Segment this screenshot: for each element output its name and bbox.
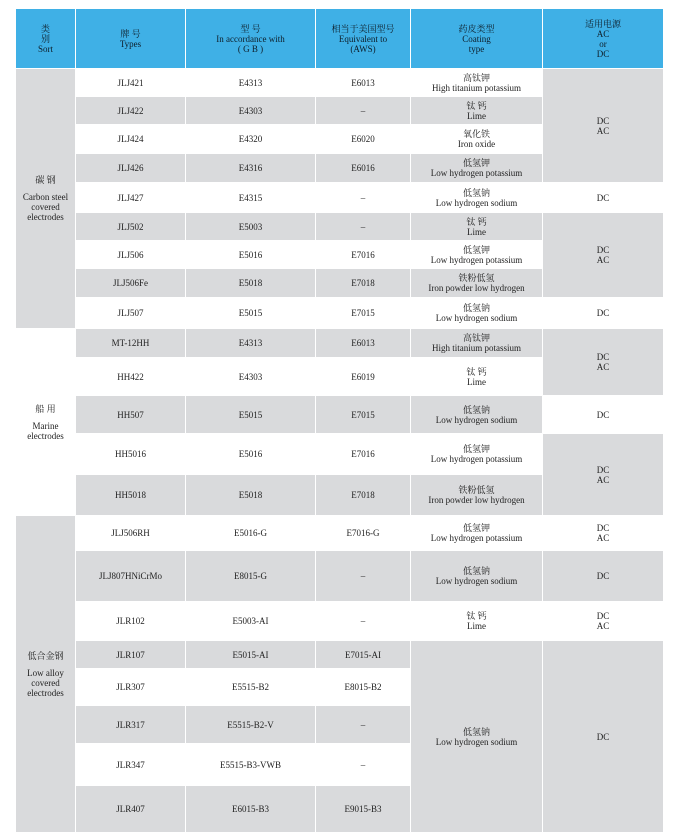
- gb-model-cell: E5515-B2-V: [186, 706, 316, 744]
- table-row: [16, 213, 664, 241]
- gb-model-cell: E4303: [186, 358, 316, 396]
- coating-en: High titanium potassium: [432, 82, 521, 93]
- coating-cn: 钛 钙: [466, 100, 487, 111]
- coating-en: Low hydrogen sodium: [435, 197, 518, 208]
- aws-model-cell: –: [316, 97, 411, 125]
- type-cell: JLR307: [76, 669, 186, 706]
- type-cell: HH507: [76, 396, 186, 434]
- table-row: [16, 298, 664, 329]
- power-cell: [543, 298, 664, 329]
- power-line: AC: [596, 474, 610, 485]
- coating-cell: [411, 269, 543, 298]
- header-power-en1: AC: [596, 28, 610, 39]
- power-cell: [543, 183, 664, 213]
- aws-model-cell: E6019: [316, 358, 411, 396]
- category-en: electrodes: [27, 687, 64, 698]
- header-sort-cn-2: 别: [40, 33, 50, 44]
- aws-model-cell: E9015-B3: [316, 786, 411, 833]
- gb-model-cell: E5003: [186, 213, 316, 241]
- coating-en: Lime: [467, 621, 486, 631]
- header-aws-cn: 相当于美国型号: [331, 23, 395, 34]
- aws-model-cell: –: [316, 183, 411, 213]
- coating-en: Low hydrogen potassium: [430, 454, 523, 464]
- coating-cn: 低氢钠: [462, 303, 490, 313]
- gb-model-cell: E8015-G: [186, 551, 316, 602]
- coating-cell: [411, 298, 543, 329]
- type-cell: JLJ506Fe: [76, 269, 186, 298]
- aws-model-cell: –: [316, 744, 411, 786]
- coating-cn: 低氢钾: [462, 244, 490, 255]
- header-sort-cn-1: 类: [40, 23, 50, 34]
- power-line: DC: [596, 571, 610, 581]
- coating-en: Low hydrogen sodium: [435, 414, 518, 425]
- header-types-en: Types: [119, 38, 142, 49]
- aws-model-cell: E6016: [316, 154, 411, 183]
- type-cell: JLJ424: [76, 125, 186, 154]
- coating-en: Iron powder low hydrogen: [428, 495, 525, 505]
- power-line: DC: [596, 245, 610, 255]
- gb-model-cell: E4313: [186, 69, 316, 97]
- aws-model-cell: –: [316, 706, 411, 744]
- header-row: [16, 9, 664, 69]
- gb-model-cell: E5015: [186, 396, 316, 434]
- aws-model-cell: –: [316, 602, 411, 641]
- coating-en: Low hydrogen sodium: [435, 576, 518, 586]
- aws-model-cell: E6020: [316, 125, 411, 154]
- type-cell: HH5018: [76, 475, 186, 516]
- table-row: [16, 183, 664, 213]
- type-cell: JLJ422: [76, 97, 186, 125]
- electrode-table: [15, 8, 664, 833]
- category-cn: 低合金钢: [27, 650, 64, 661]
- coating-en: Low hydrogen sodium: [435, 736, 518, 747]
- category-cell-marine: [16, 329, 76, 516]
- aws-model-cell: –: [316, 551, 411, 602]
- header-gb-en2: ( G B ): [237, 43, 264, 54]
- coating-cell: [411, 97, 543, 125]
- coating-cn: 氧化铁: [462, 129, 490, 139]
- header-power: [543, 9, 664, 69]
- aws-model-cell: E7018: [316, 269, 411, 298]
- power-line: DC: [596, 115, 610, 126]
- power-line: DC: [596, 731, 610, 742]
- gb-model-cell: E5018: [186, 475, 316, 516]
- table-row: [16, 551, 664, 602]
- coating-cn: 低氢钠: [462, 187, 490, 198]
- power-cell: [543, 213, 664, 298]
- gb-model-cell: E5003-AI: [186, 602, 316, 641]
- category-cell-low-alloy: [16, 516, 76, 833]
- type-cell: JLR407: [76, 786, 186, 833]
- header-gb-en: In accordance with: [216, 33, 285, 44]
- coating-cell: [411, 475, 543, 516]
- type-cell: JLJ502: [76, 213, 186, 241]
- power-line: AC: [596, 362, 610, 372]
- table-row: [16, 396, 664, 434]
- coating-cn: 钛 钙: [466, 366, 487, 377]
- aws-model-cell: E8015-B2: [316, 669, 411, 706]
- header-coating-cn: 药皮类型: [458, 23, 495, 34]
- type-cell: JLJ506: [76, 241, 186, 269]
- gb-model-cell: E5515-B3-VWB: [186, 744, 316, 786]
- header-sort: [16, 9, 76, 69]
- coating-cn: 铁粉低氢: [458, 485, 495, 495]
- coating-cell: [411, 329, 543, 358]
- category-cn: 碳 钢: [35, 175, 56, 185]
- power-cell: [543, 329, 664, 396]
- type-cell: JLJ506RH: [76, 516, 186, 551]
- header-aws-en2: (AWS): [350, 43, 376, 54]
- power-cell: [543, 516, 664, 551]
- aws-model-cell: E7016-G: [316, 516, 411, 551]
- power-line: AC: [596, 533, 610, 543]
- coating-cn: 低氢钠: [462, 404, 490, 415]
- category-en: electrodes: [27, 430, 64, 441]
- header-coating-en2: type: [468, 43, 485, 54]
- gb-model-cell: E5018: [186, 269, 316, 298]
- power-cell: [543, 396, 664, 434]
- coating-cell: [411, 213, 543, 241]
- coating-en: Iron oxide: [457, 139, 496, 149]
- type-cell: HH422: [76, 358, 186, 396]
- power-cell: [543, 434, 664, 516]
- type-cell: HH5016: [76, 434, 186, 475]
- coating-en: Lime: [467, 376, 486, 387]
- coating-cn: 高钛钾: [462, 72, 490, 83]
- coating-en: Iron powder low hydrogen: [428, 283, 525, 293]
- coating-cn: 钛 钙: [466, 611, 487, 621]
- power-cell: [543, 69, 664, 183]
- type-cell: JLR107: [76, 641, 186, 669]
- category-en: Marine: [32, 420, 59, 431]
- category-en: covered: [31, 202, 60, 212]
- aws-model-cell: E7016: [316, 241, 411, 269]
- power-cell: [543, 641, 664, 833]
- aws-model-cell: E6013: [316, 69, 411, 97]
- power-line: AC: [596, 255, 610, 265]
- coating-cell: [411, 241, 543, 269]
- coating-en: High titanium potassium: [432, 343, 521, 353]
- gb-model-cell: E5515-B2: [186, 669, 316, 706]
- type-cell: JLJ507: [76, 298, 186, 329]
- gb-model-cell: E5016: [186, 241, 316, 269]
- table-row: [16, 329, 664, 358]
- gb-model-cell: E5016: [186, 434, 316, 475]
- coating-cell: [411, 69, 543, 97]
- header-sort-en: Sort: [37, 43, 53, 54]
- table-row: [16, 641, 664, 669]
- header-aws-en: Equivalent to: [338, 33, 388, 44]
- gb-model-cell: E6015-B3: [186, 786, 316, 833]
- coating-cn: 铁粉低氢: [458, 273, 495, 283]
- coating-cell: [411, 434, 543, 475]
- gb-model-cell: E4315: [186, 183, 316, 213]
- type-cell: JLJ807HNiCrMo: [76, 551, 186, 602]
- coating-cell: [411, 396, 543, 434]
- power-line: DC: [596, 464, 610, 475]
- coating-en: Low hydrogen sodium: [435, 313, 518, 323]
- coating-cell-merged: [411, 641, 543, 833]
- power-line: DC: [596, 523, 610, 533]
- category-en: Low alloy: [27, 667, 64, 678]
- type-cell: JLR102: [76, 602, 186, 641]
- coating-cell: [411, 154, 543, 183]
- header-types-cn: 牌 号: [120, 28, 141, 39]
- power-line: DC: [596, 611, 610, 621]
- header-types: [76, 9, 186, 69]
- category-cn: 船 用: [35, 403, 56, 414]
- gb-model-cell: E5015-AI: [186, 641, 316, 669]
- aws-model-cell: E7018: [316, 475, 411, 516]
- header-power-en2: or: [599, 38, 607, 49]
- coating-cell: [411, 125, 543, 154]
- coating-en: Low hydrogen potassium: [430, 533, 523, 543]
- type-cell: JLR347: [76, 744, 186, 786]
- coating-cell: [411, 183, 543, 213]
- gb-model-cell: E4313: [186, 329, 316, 358]
- coating-cn: 低氢钾: [462, 523, 490, 533]
- header-power-cn: 适用电源: [584, 18, 621, 29]
- coating-en: Low hydrogen potassium: [430, 168, 523, 178]
- coating-cell: [411, 516, 543, 551]
- category-cell-carbon-steel: [16, 69, 76, 329]
- power-line: AC: [596, 125, 610, 136]
- header-gb-cn: 型 号: [240, 23, 261, 34]
- type-cell: JLJ426: [76, 154, 186, 183]
- aws-model-cell: E7015: [316, 396, 411, 434]
- category-en: Carbon steel: [22, 192, 69, 202]
- table-row: [16, 602, 664, 641]
- header-gb: [186, 9, 316, 69]
- aws-model-cell: –: [316, 213, 411, 241]
- type-cell: MT-12HH: [76, 329, 186, 358]
- header-coating-en: Coating: [462, 33, 491, 44]
- gb-model-cell: E5015: [186, 298, 316, 329]
- aws-model-cell: E6013: [316, 329, 411, 358]
- coating-cn: 低氢钠: [462, 726, 490, 737]
- coating-cn: 低氢钠: [462, 566, 490, 576]
- table-row: [16, 434, 664, 475]
- category-en: covered: [31, 677, 60, 688]
- coating-cell: [411, 602, 543, 641]
- aws-model-cell: E7015: [316, 298, 411, 329]
- coating-cn: 低氢钾: [462, 158, 490, 168]
- coating-cn: 钛 钙: [466, 216, 487, 227]
- coating-cn: 高钛钾: [462, 333, 490, 343]
- type-cell: JLJ421: [76, 69, 186, 97]
- category-en: electrodes: [27, 212, 64, 222]
- header-coating: [411, 9, 543, 69]
- type-cell: JLR317: [76, 706, 186, 744]
- aws-model-cell: E7016: [316, 434, 411, 475]
- coating-cn: 低氢钾: [462, 444, 490, 454]
- power-cell: [543, 602, 664, 641]
- table-row: [16, 516, 664, 551]
- gb-model-cell: E4303: [186, 97, 316, 125]
- coating-cell: [411, 358, 543, 396]
- coating-en: Low hydrogen potassium: [430, 254, 523, 265]
- power-line: AC: [596, 621, 610, 631]
- gb-model-cell: E4316: [186, 154, 316, 183]
- coating-en: Lime: [467, 110, 486, 121]
- coating-en: Lime: [467, 226, 486, 237]
- coating-cell: [411, 551, 543, 602]
- gb-model-cell: E5016-G: [186, 516, 316, 551]
- power-line: DC: [596, 352, 610, 362]
- gb-model-cell: E4320: [186, 125, 316, 154]
- power-line: DC: [596, 409, 610, 420]
- type-cell: JLJ427: [76, 183, 186, 213]
- power-cell: [543, 551, 664, 602]
- table-row: [16, 69, 664, 97]
- aws-model-cell: E7015-AI: [316, 641, 411, 669]
- header-power-en3: DC: [596, 48, 610, 59]
- header-aws: [316, 9, 411, 69]
- power-line: DC: [596, 192, 610, 203]
- power-line: DC: [596, 308, 610, 318]
